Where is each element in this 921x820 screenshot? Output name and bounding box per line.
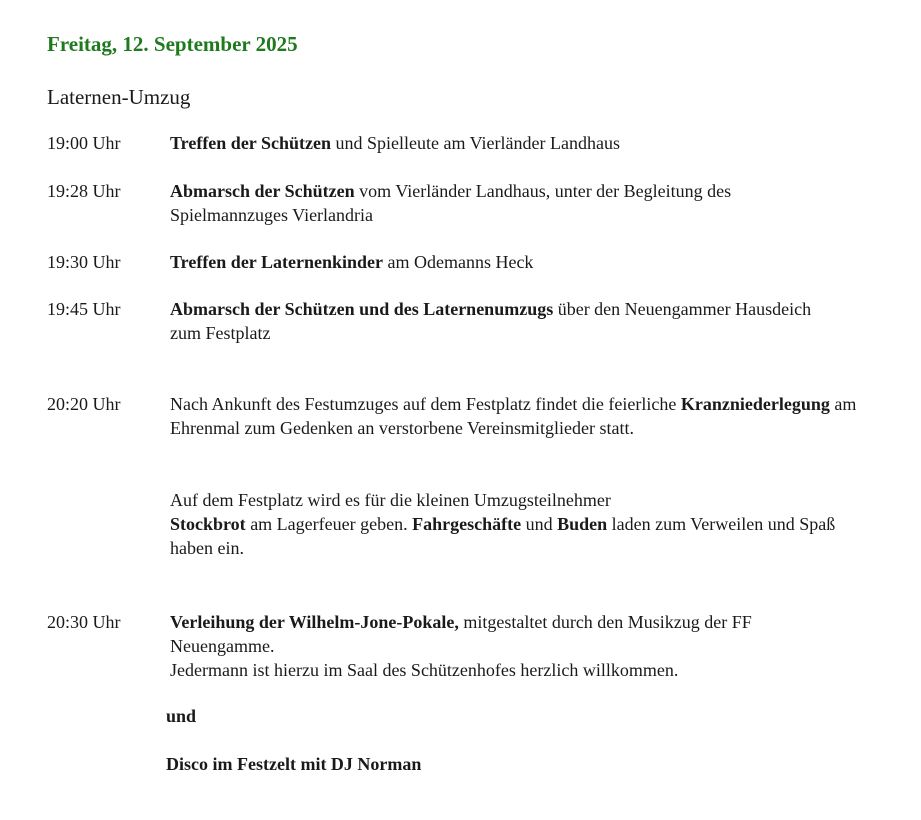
entry-detail: über den Neuengammer Hausdeich zum Festplatz [170, 299, 812, 343]
entry-highlight: Abmarsch der Schützen [170, 181, 355, 201]
entry-text-2020 [170, 392, 875, 440]
entry-detail: am Odemanns Heck [382, 252, 534, 272]
entry-highlight: Verleihung der Wilhelm-Jone-Pokale, [170, 612, 459, 632]
entry-highlight: Treffen der Laternenkinder [170, 252, 383, 272]
entry-time-2020: 20:20 Uhr [47, 394, 121, 414]
entry-highlight: Stockbrot [170, 514, 246, 534]
entry-time-1900: 19:00 Uhr [47, 133, 121, 153]
entry-highlight: Fahrgeschäfte [412, 514, 522, 534]
entry-time-2030: 20:30 Uhr [47, 612, 121, 632]
entry-paragraph: Auf dem Festplatz wird es für die kleinen Umzugsteilnehmer Stockbrot am Lagerfeuer geben. Fahrgeschäfte und Buden laden zum Verweilen und Spaß haben ein. [170, 490, 836, 558]
entry-highlight: Treffen der Schützen [170, 133, 331, 153]
entry-time-1928: 19:28 Uhr [47, 181, 121, 201]
closing-disco: Disco im Festzelt mit DJ Norman [166, 754, 422, 774]
entry-text-1930 [170, 250, 880, 274]
entry-detail: mitgestaltet durch den Musikzug der FF Neuengamme. [170, 612, 752, 656]
entry-text-2020-second [170, 488, 875, 560]
entry-paragraph: Nach Ankunft des Festumzuges auf dem Festplatz findet die feierliche Kranzniederlegung am Ehrenmal zum Gedenken an verstorbene Vereinsmitglieder statt. [170, 394, 857, 438]
entry-highlight: Kranzniederlegung [680, 394, 830, 414]
entry-text-1945 [170, 297, 830, 345]
entry-detail: und Spielleute am Vierländer Landhaus [330, 133, 620, 153]
entry-time-1945: 19:45 Uhr [47, 299, 121, 319]
entry-detail: Jedermann ist hierzu im Saal des Schützenhofes herzlich willkommen. [170, 660, 679, 680]
entry-text-1928 [170, 179, 830, 227]
section-title: Laternen-Umzug [47, 85, 191, 109]
entry-highlight: Buden [557, 514, 608, 534]
closing-und: und [166, 706, 197, 726]
entry-detail: vom Vierländer Landhaus, unter der Begleitung des Spielmannzuges Vierlandria [170, 181, 732, 225]
date-heading: Freitag, 12. September 2025 [47, 32, 298, 56]
entry-text-1900 [170, 131, 880, 155]
entry-text-2030 [170, 610, 860, 682]
entry-highlight: Abmarsch der Schützen und des Laternenumzugs [170, 299, 554, 319]
entry-time-1930: 19:30 Uhr [47, 252, 121, 272]
